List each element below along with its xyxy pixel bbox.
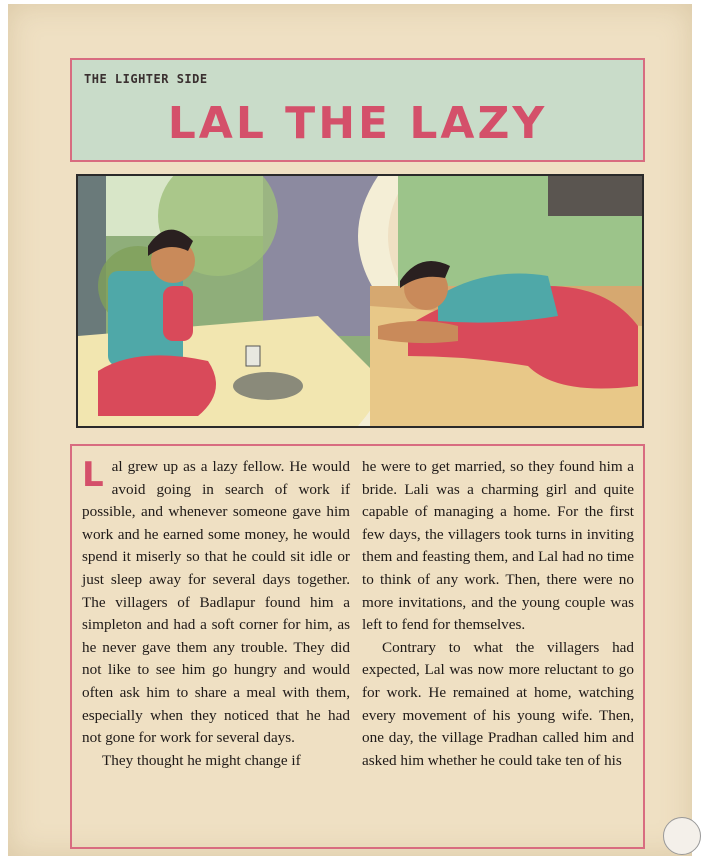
publisher-logo-icon [663, 817, 701, 855]
page [8, 4, 692, 856]
paragraph: he were to get married, so they found him a bride. Lali was a charming girl and quite capable of managing a home. For the first few days, the villagers took turns in inviting them and feasting them, and Lal had no time to think of any work. Then, there were no more invitations, and the young couple was left to fend for themselves. [362, 458, 634, 634]
dropcap: L [82, 455, 104, 495]
story-column-right [362, 456, 634, 772]
paragraph: al grew up as a lazy fellow. He would avoid going in search of work if possible, and whenever someone gave him work and he earned some money, he would spend it miserly so that he could sit idle or just sleep away for several days together. The villagers of Badlapur found him a simpleton and had a soft corner for him, as he never gave them any trouble. They did not like to see him go hungry and would often ask him to share a meal with them, especially when they noticed that he had not gone for work for several days. [82, 458, 350, 747]
illustration-svg [78, 176, 642, 426]
story-text-box [70, 444, 645, 849]
section-label: THE LIGHTER SIDE [84, 72, 208, 86]
paragraph: They thought he might change if [102, 751, 301, 769]
paragraph: Contrary to what the villagers had expected, Lal was now more reluctant to go for work. He remained at home, watching every movement of his young wife. Then, one day, the village Pradhan called him and asked him whether he could take ten of his [362, 638, 634, 769]
story-title: LAL THE LAZY [167, 98, 548, 149]
story-illustration [76, 174, 644, 428]
header-box [70, 58, 645, 162]
story-column-left [82, 456, 350, 772]
